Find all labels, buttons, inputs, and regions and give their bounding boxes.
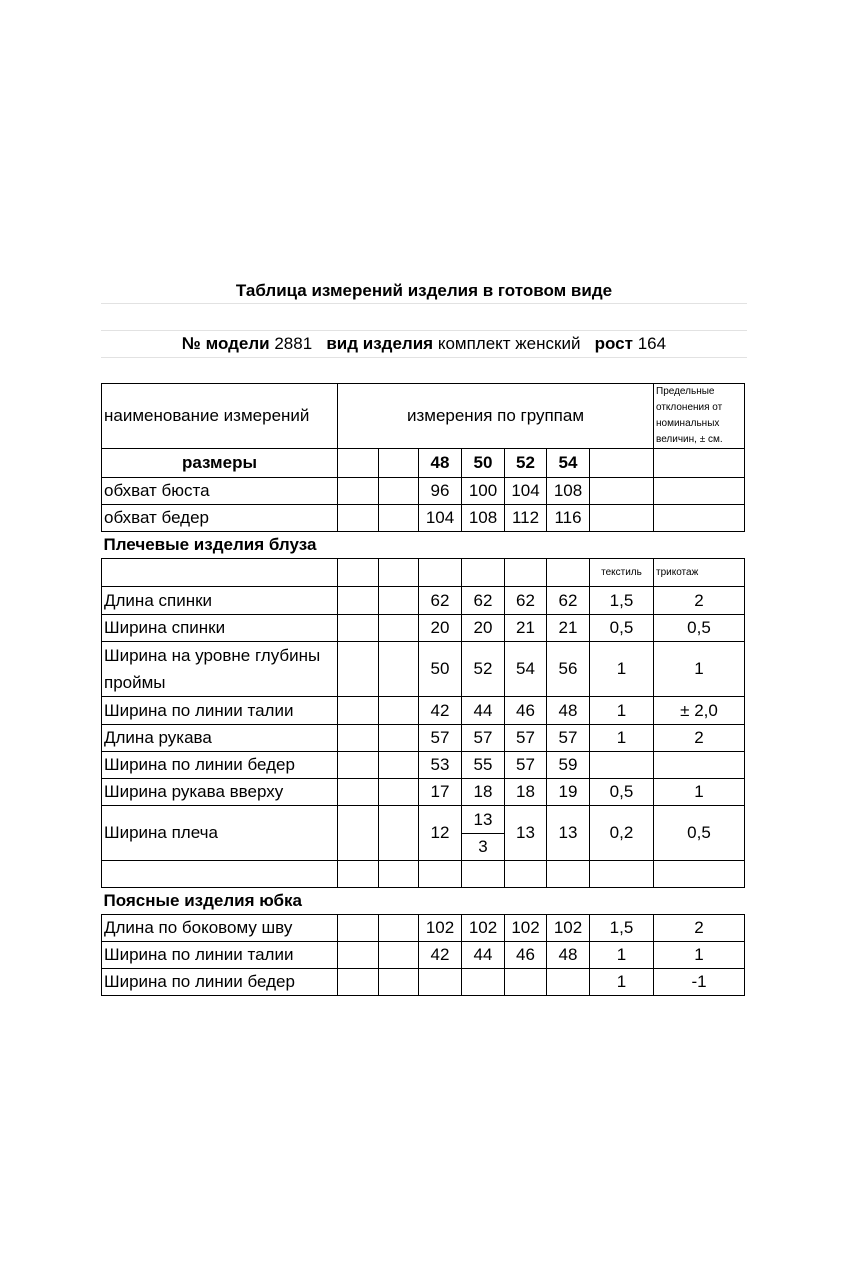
section-row-skirt <box>102 888 745 915</box>
limits-header: Предельные отклонения от номинальных величин, ± см. <box>654 384 745 449</box>
knit-header: трикотаж <box>654 559 745 587</box>
table-row: Ширина рукава вверху 17 18 18 19 0,5 1 <box>102 779 745 806</box>
table-row: обхват бедер 104 108 112 116 <box>102 505 745 532</box>
size-48: 48 <box>419 449 462 478</box>
model-number-value: 2881 <box>274 334 313 353</box>
size-50: 50 <box>462 449 505 478</box>
table-row: Ширина плеча 12 13 3 13 13 0,2 0,5 <box>102 806 745 861</box>
table-row: Длина по боковому шву 102 102 102 102 1,5 2 <box>102 915 745 942</box>
grid-line <box>101 330 747 331</box>
measure-name-header: наименование измерений <box>102 384 338 449</box>
measurement-table <box>101 383 745 996</box>
sizes-label: размеры <box>102 449 338 478</box>
table-row: Ширина по линии талии 42 44 46 48 1 1 <box>102 942 745 969</box>
section-title: Плечевые изделия блуза <box>102 532 745 559</box>
size-54: 54 <box>547 449 590 478</box>
model-info-line <box>101 334 747 354</box>
product-type-value: комплект женский <box>437 334 581 353</box>
grid-line <box>101 303 747 304</box>
table-row: Ширина по линии талии 42 44 46 48 1 ± 2,0 <box>102 697 745 725</box>
table-row: Ширина по линии бедер 53 55 57 59 <box>102 752 745 779</box>
sizes-row <box>102 449 745 478</box>
section-row-blouse <box>102 532 745 559</box>
empty-row <box>102 861 745 888</box>
table-row: обхват бюста 96 100 104 108 <box>102 478 745 505</box>
table-row: Ширина на уровне глубины проймы 50 52 54 56 1 1 <box>102 642 745 697</box>
split-cell: 13 3 <box>462 806 505 861</box>
table-row: Ширина спинки 20 20 21 21 0,5 0,5 <box>102 615 745 642</box>
page-title: Таблица измерений изделия в готовом виде <box>235 281 613 300</box>
table-row: Ширина по линии бедер 1 -1 <box>102 969 745 996</box>
height-value: 164 <box>637 334 667 353</box>
size-52: 52 <box>505 449 547 478</box>
product-type-label: вид изделия <box>326 334 434 353</box>
textile-header: текстиль <box>590 559 654 587</box>
grid-line <box>101 357 747 358</box>
table-row: Длина спинки 62 62 62 62 1,5 2 <box>102 587 745 615</box>
header-row <box>102 384 745 449</box>
table-row: Длина рукава 57 57 57 57 1 2 <box>102 725 745 752</box>
subheader-row <box>102 559 745 587</box>
section-title: Поясные изделия юбка <box>102 888 745 915</box>
by-groups-header: измерения по группам <box>338 384 654 449</box>
height-label: рост <box>594 334 633 353</box>
model-number-label: № модели <box>181 334 270 353</box>
